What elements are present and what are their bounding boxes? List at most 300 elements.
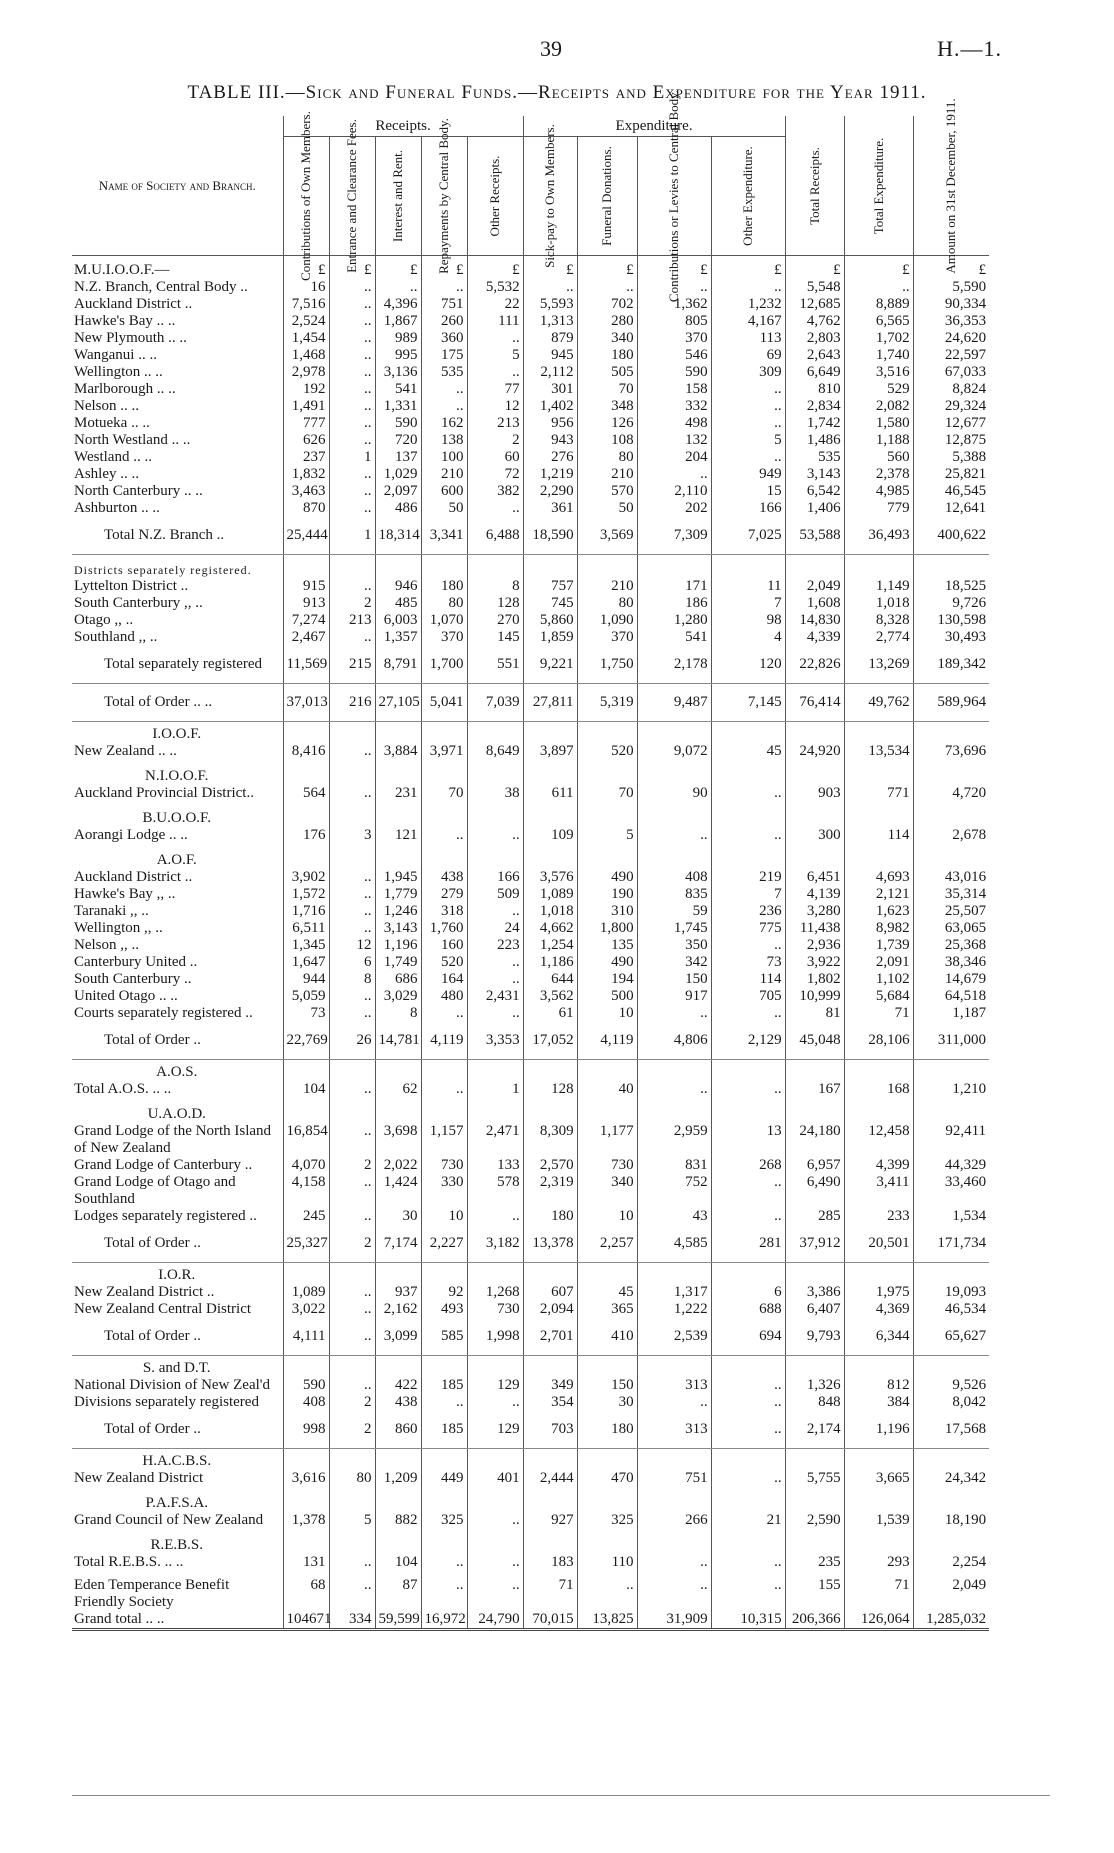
row-label: N.I.O.O.F.: [72, 760, 283, 785]
column-header-amount: Amount on 31st December, 1911.: [913, 116, 989, 256]
table-cell: [375, 1529, 421, 1554]
table-cell: 998: [283, 1411, 329, 1449]
table-cell: 2,701: [523, 1318, 577, 1356]
table-cell: 1,802: [785, 971, 844, 988]
table-cell: [913, 844, 989, 869]
table-cell: [785, 1060, 844, 1082]
table-cell: 145: [467, 629, 523, 646]
table-cell: ..: [329, 279, 375, 296]
table-cell: 1,572: [283, 886, 329, 903]
table-cell: ..: [467, 1208, 523, 1225]
table-cell: 340: [577, 330, 637, 347]
table-cell: 13,378: [523, 1225, 577, 1263]
table-cell: 332: [637, 398, 711, 415]
table-cell: [375, 1487, 421, 1512]
table-cell: 69: [711, 347, 785, 364]
table-row: [72, 330, 1050, 347]
table-cell: 2: [329, 1394, 375, 1411]
table-cell: [283, 1449, 329, 1471]
table-cell: 500: [577, 988, 637, 1005]
table-cell: [913, 1449, 989, 1471]
table-cell: 730: [577, 1157, 637, 1174]
table-cell: ..: [421, 1571, 467, 1611]
table-cell: [283, 760, 329, 785]
table-cell: 1,196: [844, 1411, 913, 1449]
table-cell: 354: [523, 1394, 577, 1411]
expenditure-group-header: Expenditure.: [523, 116, 785, 137]
table-cell: 63,065: [944, 920, 987, 936]
row-label: Marlborough .. ..: [72, 381, 283, 398]
table-cell: 1,089: [283, 1284, 329, 1301]
table-cell: 2,049: [952, 1577, 987, 1593]
table-cell: 236: [711, 903, 785, 920]
table-cell: 130,598: [937, 612, 987, 628]
table-cell: 384: [844, 1394, 913, 1411]
table-cell: 65,627: [913, 1318, 989, 1356]
table-cell: 370: [577, 629, 637, 646]
table-cell: 4,070: [283, 1157, 329, 1174]
table-cell: 498: [637, 415, 711, 432]
table-cell: 408: [283, 1394, 329, 1411]
society-heading-row: [72, 802, 1050, 827]
table-cell: 9,487: [637, 684, 711, 722]
table-cell: 128: [523, 1081, 577, 1098]
table-cell: 72: [467, 466, 523, 483]
table-cell: 882: [375, 1512, 421, 1529]
table-cell: ..: [329, 743, 375, 760]
table-cell: 25,821: [944, 466, 987, 482]
table-cell: 702: [577, 296, 637, 313]
table-cell: 408: [637, 869, 711, 886]
table-cell: 777: [283, 415, 329, 432]
table-cell: 18,190: [944, 1512, 987, 1528]
table-cell: 1,779: [375, 886, 421, 903]
table-row: [72, 903, 1050, 920]
table-cell: ..: [467, 1394, 523, 1411]
table-cell: 2,227: [421, 1225, 467, 1263]
row-label: Grand Lodge of Canterbury ..: [72, 1157, 283, 1174]
table-cell: 50: [421, 500, 467, 517]
table-cell: 927: [523, 1512, 577, 1529]
table-cell: 757: [523, 578, 577, 595]
table-cell: 535: [785, 449, 844, 466]
table-cell: 90: [637, 785, 711, 802]
table-cell: [637, 760, 711, 785]
table-cell: 171: [637, 578, 711, 595]
table-cell: ..: [329, 988, 375, 1005]
table-cell: ..: [329, 296, 375, 313]
table-cell: 2,774: [844, 629, 913, 646]
table-cell: [913, 555, 989, 579]
table-cell: [577, 722, 637, 744]
row-label: Total A.O.S. .. ..: [72, 1081, 283, 1098]
table-cell: 1,750: [577, 646, 637, 684]
table-cell: 1,018: [523, 903, 577, 920]
table-cell: ..: [467, 500, 523, 517]
table-cell: 3,922: [785, 954, 844, 971]
table-cell: ..: [467, 330, 523, 347]
table-cell: [577, 844, 637, 869]
table-cell: [785, 555, 844, 579]
table-cell: 5,860: [523, 612, 577, 629]
table-cell: 3,099: [375, 1318, 421, 1356]
table-cell: 270: [467, 612, 523, 629]
table-cell: ..: [844, 279, 913, 296]
table-cell: 104: [283, 1081, 329, 1098]
table-cell: [785, 844, 844, 869]
table-cell: 505: [577, 364, 637, 381]
table-cell: 43,016: [944, 869, 987, 885]
table-cell: 1,749: [375, 954, 421, 971]
table-cell: 1,177: [577, 1123, 637, 1157]
table-cell: [637, 1060, 711, 1082]
table-cell: 285: [785, 1208, 844, 1225]
table-cell: 276: [523, 449, 577, 466]
table-cell: 812: [844, 1377, 913, 1394]
table-row: [72, 785, 1050, 802]
table-cell: [283, 802, 329, 827]
table-cell: [375, 1060, 421, 1082]
row-label: Motueka .. ..: [72, 415, 283, 432]
table-cell: [329, 555, 375, 579]
table-cell: 8,042: [952, 1394, 987, 1410]
row-label: Total of Order ..: [72, 1225, 283, 1263]
table-cell: 2,590: [785, 1512, 844, 1529]
table-cell: 45: [711, 743, 785, 760]
table-cell: [637, 1356, 711, 1378]
table-row: [72, 500, 1050, 517]
table-cell: 3,143: [375, 920, 421, 937]
table-cell: 1,832: [283, 466, 329, 483]
table-cell: 751: [637, 1470, 711, 1487]
table-bottom-rule: [72, 1795, 1050, 1796]
table-cell: 2,378: [844, 466, 913, 483]
table-cell: 19,093: [944, 1284, 987, 1300]
table-cell: ..: [711, 937, 785, 954]
table-cell: 334: [329, 1611, 375, 1630]
table-cell: 6: [329, 954, 375, 971]
table-cell: £: [329, 256, 375, 280]
society-heading-row: [72, 1356, 1050, 1378]
table-cell: 1,029: [375, 466, 421, 483]
table-cell: 180: [523, 1208, 577, 1225]
table-cell: 114: [711, 971, 785, 988]
table-cell: 4,693: [844, 869, 913, 886]
table-cell: 944: [283, 971, 329, 988]
table-cell: ..: [329, 381, 375, 398]
table-cell: 135: [577, 937, 637, 954]
table-cell: 25,444: [283, 517, 329, 555]
table-cell: 219: [711, 869, 785, 886]
table-cell: [913, 722, 989, 744]
table-cell: 4,399: [844, 1157, 913, 1174]
table-cell: 3,516: [844, 364, 913, 381]
table-cell: 114: [844, 827, 913, 844]
row-label: Auckland Provincial District..: [72, 785, 283, 802]
table-cell: [785, 1529, 844, 1554]
row-label: Courts separately registered ..: [72, 1005, 283, 1022]
table-cell: 590: [637, 364, 711, 381]
table-cell: ..: [467, 1512, 523, 1529]
table-cell: 342: [637, 954, 711, 971]
total-row: [72, 1225, 1050, 1263]
row-label: Total R.E.B.S. .. ..: [72, 1554, 283, 1571]
table-cell: 1,608: [785, 595, 844, 612]
row-label: Ashburton .. ..: [72, 500, 283, 517]
table-cell: 81: [785, 1005, 844, 1022]
table-cell: [711, 1487, 785, 1512]
table-cell: [421, 1487, 467, 1512]
table-cell: 520: [421, 954, 467, 971]
table-cell: 752: [637, 1174, 711, 1208]
table-cell: 15: [711, 483, 785, 500]
page-header: [0, 36, 1114, 66]
table-cell: 2,471: [467, 1123, 523, 1157]
table-cell: 626: [283, 432, 329, 449]
table-cell: 12,641: [944, 500, 987, 516]
table-cell: [711, 1356, 785, 1378]
table-cell: [637, 1529, 711, 1554]
table-cell: 14,781: [375, 1022, 421, 1060]
table-cell: [913, 1356, 989, 1378]
table-cell: 1,702: [844, 330, 913, 347]
table-cell: ..: [329, 1554, 375, 1571]
table-cell: ..: [329, 869, 375, 886]
total-row: [72, 646, 1050, 684]
table-cell: 370: [637, 330, 711, 347]
table-cell: [637, 1098, 711, 1123]
table-cell: 956: [523, 415, 577, 432]
table-cell: [421, 802, 467, 827]
table-cell: 215: [329, 646, 375, 684]
table-cell: 4: [711, 629, 785, 646]
subheading-row: [72, 555, 1050, 579]
table-cell: 176: [283, 827, 329, 844]
table-cell: 13,534: [844, 743, 913, 760]
table-cell: 1,378: [283, 1512, 329, 1529]
table-cell: [844, 1529, 913, 1554]
table-cell: ..: [577, 1571, 637, 1611]
table-cell: [711, 760, 785, 785]
table-cell: 8: [329, 971, 375, 988]
table-cell: 46,534: [944, 1301, 987, 1317]
table-cell: 12,677: [944, 415, 987, 431]
table-cell: 279: [421, 886, 467, 903]
table-cell: 150: [637, 971, 711, 988]
table-cell: 2,082: [844, 398, 913, 415]
table-cell: 71: [844, 1571, 913, 1611]
table-cell: [711, 1263, 785, 1285]
table-cell: 1,424: [375, 1174, 421, 1208]
table-cell: 1,362: [637, 296, 711, 313]
table-cell: ..: [329, 1284, 375, 1301]
table-cell: 438: [375, 1394, 421, 1411]
table-cell: [421, 1060, 467, 1082]
table-cell: 76,414: [785, 684, 844, 722]
table-cell: 325: [421, 1512, 467, 1529]
table-cell: ..: [329, 629, 375, 646]
table-cell: 2,121: [844, 886, 913, 903]
table-cell: 70,015: [523, 1611, 577, 1630]
table-row: [72, 1284, 1050, 1301]
table-cell: [711, 1449, 785, 1471]
row-label: A.O.S.: [72, 1060, 283, 1082]
table-cell: 2,978: [283, 364, 329, 381]
table-cell: 4,158: [283, 1174, 329, 1208]
row-label: North Westland .. ..: [72, 432, 283, 449]
table-cell: 4,396: [375, 296, 421, 313]
table-cell: ..: [467, 954, 523, 971]
table-cell: 348: [577, 398, 637, 415]
table-cell: 913: [283, 595, 329, 612]
table-cell: ..: [421, 381, 467, 398]
table-cell: ..: [375, 279, 421, 296]
table-cell: 480: [421, 988, 467, 1005]
table-cell: 2,254: [952, 1554, 987, 1570]
row-label: Southland ,, ..: [72, 629, 283, 646]
table-cell: ..: [421, 1081, 467, 1098]
table-cell: 24,790: [467, 1611, 523, 1630]
table-cell: 1,534: [952, 1208, 987, 1224]
table-cell: 26: [329, 1022, 375, 1060]
table-cell: [283, 1487, 329, 1512]
table-cell: 158: [637, 381, 711, 398]
table-cell: [577, 1356, 637, 1378]
table-cell: 1,187: [952, 1005, 987, 1021]
table-cell: £: [978, 262, 987, 278]
table-cell: 22,597: [944, 347, 987, 363]
table-cell: 10: [577, 1208, 637, 1225]
table-cell: 5,532: [467, 279, 523, 296]
table-cell: [283, 555, 329, 579]
table-cell: 5: [711, 432, 785, 449]
table-row: [72, 595, 1050, 612]
table-cell: [375, 1356, 421, 1378]
table-cell: 1,219: [523, 466, 577, 483]
table-cell: 62: [375, 1081, 421, 1098]
table-cell: 7: [711, 595, 785, 612]
table-cell: 233: [844, 1208, 913, 1225]
table-cell: [283, 1098, 329, 1123]
row-label: New Plymouth .. ..: [72, 330, 283, 347]
table-cell: 185: [421, 1411, 467, 1449]
table-cell: 2: [329, 595, 375, 612]
table-cell: 24,180: [785, 1123, 844, 1157]
table-cell: 213: [329, 612, 375, 629]
table-cell: 7,025: [711, 517, 785, 555]
table-cell: 4,139: [785, 886, 844, 903]
table-cell: 183: [523, 1554, 577, 1571]
table-cell: ..: [711, 785, 785, 802]
table-cell: 260: [421, 313, 467, 330]
table-cell: ..: [467, 1005, 523, 1022]
table-cell: 8,649: [467, 743, 523, 760]
table-cell: 12,458: [844, 1123, 913, 1157]
table-cell: 2,803: [785, 330, 844, 347]
table-cell: 11: [711, 578, 785, 595]
table-cell: 564: [283, 785, 329, 802]
table-cell: ..: [421, 1005, 467, 1022]
table-cell: 12,685: [785, 296, 844, 313]
table-cell: 11,438: [785, 920, 844, 937]
table-row: [72, 313, 1050, 330]
table-cell: 4,119: [577, 1022, 637, 1060]
table-cell: 805: [637, 313, 711, 330]
table-cell: 1,742: [785, 415, 844, 432]
table-cell: 438: [421, 869, 467, 886]
table-cell: 80: [329, 1470, 375, 1487]
table-cell: 5,041: [421, 684, 467, 722]
table-cell: 8,824: [952, 381, 987, 397]
table-cell: [329, 1356, 375, 1378]
row-label: Total of Order ..: [72, 1022, 283, 1060]
table-cell: 1,357: [375, 629, 421, 646]
table-cell: 13: [711, 1123, 785, 1157]
table-row: [72, 1174, 1050, 1208]
row-label: South Canterbury ,, ..: [72, 595, 283, 612]
table-cell: 100: [421, 449, 467, 466]
table-cell: 2,022: [375, 1157, 421, 1174]
table-cell: 6,957: [785, 1157, 844, 1174]
table-cell: 129: [467, 1411, 523, 1449]
table-cell: [375, 722, 421, 744]
table-cell: £: [283, 256, 329, 280]
table-cell: 810: [785, 381, 844, 398]
table-cell: 349: [523, 1377, 577, 1394]
table-cell: [421, 1529, 467, 1554]
table-cell: 1,018: [844, 595, 913, 612]
table-cell: 2: [329, 1225, 375, 1263]
table-cell: 2,174: [785, 1411, 844, 1449]
table-cell: 311,000: [913, 1022, 989, 1060]
table-cell: 180: [577, 1411, 637, 1449]
table-cell: 11,569: [283, 646, 329, 684]
row-label: Total N.Z. Branch ..: [72, 517, 283, 555]
table-cell: 382: [467, 483, 523, 500]
column-header-repayments: Repayments by Central Body.: [421, 137, 467, 256]
table-cell: 3,971: [421, 743, 467, 760]
table-cell: [637, 555, 711, 579]
row-label: Total separately registered: [72, 646, 283, 684]
table-cell: 190: [577, 886, 637, 903]
total-row: [72, 1611, 1050, 1630]
row-label: Lodges separately registered ..: [72, 1208, 283, 1225]
row-label: Canterbury United ..: [72, 954, 283, 971]
row-label: National Division of New Zeal'd: [72, 1377, 283, 1394]
table-cell: 703: [523, 1411, 577, 1449]
table-cell: ..: [421, 398, 467, 415]
table-row: [72, 1571, 1050, 1611]
table-cell: 80: [577, 449, 637, 466]
table-cell: 90,334: [944, 296, 987, 312]
table-cell: [329, 1263, 375, 1285]
table-cell: ..: [421, 1394, 467, 1411]
table-cell: [283, 1529, 329, 1554]
table-cell: [577, 1487, 637, 1512]
table-cell: ..: [467, 971, 523, 988]
table-cell: 330: [421, 1174, 467, 1208]
table-cell: [913, 760, 989, 785]
table-cell: ..: [637, 1571, 711, 1611]
table-cell: 1,975: [844, 1284, 913, 1301]
table-cell: 1,486: [785, 432, 844, 449]
table-cell: ..: [329, 1208, 375, 1225]
row-label: Eden Temperance Benefit Friendly Society: [72, 1571, 283, 1611]
table-cell: [467, 1356, 523, 1378]
table-cell: [375, 555, 421, 579]
table-cell: 3,182: [467, 1225, 523, 1263]
table-cell: [913, 1098, 989, 1123]
